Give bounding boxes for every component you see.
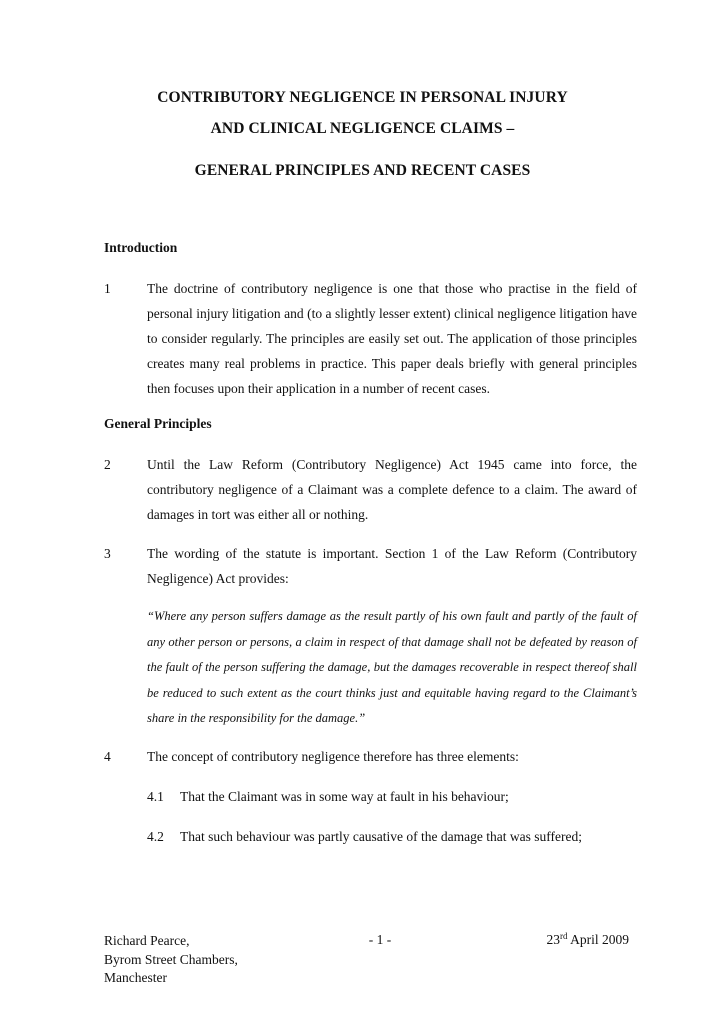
footer-author-block — [104, 932, 238, 988]
date-ordinal-suffix: rd — [559, 931, 568, 941]
document-title-line-1: CONTRIBUTORY NEGLIGENCE IN PERSONAL INJURY — [157, 89, 568, 106]
footer-chambers: Byrom Street Chambers, — [104, 951, 238, 967]
paragraph-number: 4 — [104, 749, 111, 764]
paragraph-1 — [104, 276, 637, 401]
subitem-4-1 — [147, 784, 637, 809]
subitem-4-2 — [147, 824, 637, 849]
page-number: - 1 - — [368, 932, 392, 947]
date-month-year: April 2009 — [567, 932, 629, 947]
document-subtitle: GENERAL PRINCIPLES AND RECENT CASES — [194, 162, 531, 179]
date-day: 23 — [546, 932, 560, 947]
section-heading-introduction: Introduction — [104, 240, 178, 255]
paragraph-number: 2 — [104, 457, 111, 472]
subitem-text: That the Claimant was in some way at fault in his behaviour; — [180, 789, 509, 804]
paragraph-number: 1 — [104, 281, 111, 296]
paragraph-text: The doctrine of contributory negligence is one that those who practise in the field of personal injury litigation and (to a slightly lesser extent) clinical negligence litigation have to consider regularly. The principles are easily set out. The application of those principles creates many real problems in practice. This paper deals briefly with general principles then focuses upon their application in a number of recent cases. — [147, 281, 637, 396]
subitem-text: That such behaviour was partly causative of the damage that was suffered; — [180, 829, 582, 844]
paragraph-2 — [104, 452, 637, 527]
paragraph-text: The concept of contributory negligence therefore has three elements: — [147, 749, 519, 764]
section-heading-general-principles: General Principles — [104, 416, 212, 431]
paragraph-4 — [104, 744, 637, 769]
footer-city: Manchester — [104, 970, 167, 985]
footer-date — [546, 932, 629, 948]
paragraph-number: 3 — [104, 546, 111, 561]
paragraph-3 — [104, 541, 637, 591]
paragraph-text: Until the Law Reform (Contributory Negligence) Act 1945 came into force, the contributory negligence of a Claimant was a complete defence to a claim. The award of damages in tort was either all or nothing. — [147, 457, 637, 522]
document-title-line-2: AND CLINICAL NEGLIGENCE CLAIMS – — [210, 120, 515, 137]
subitem-number: 4.2 — [147, 829, 164, 844]
footer-author: Richard Pearce, — [104, 933, 190, 948]
subitem-number: 4.1 — [147, 789, 164, 804]
paragraph-text: The wording of the statute is important. Section 1 of the Law Reform (Contributory Negligence) Act provides: — [147, 546, 637, 586]
statute-quote: “Where any person suffers damage as the result partly of his own fault and partly of the fault of any other person or persons, a claim in respect of that damage shall not be defeated by reason of the fault of the person suffering the damage, but the damages recoverable in respect thereof shall be reduced to such extent as the court thinks just and equitable having regard to the Claimant’s share in the responsibility for the damage.” — [147, 609, 637, 725]
